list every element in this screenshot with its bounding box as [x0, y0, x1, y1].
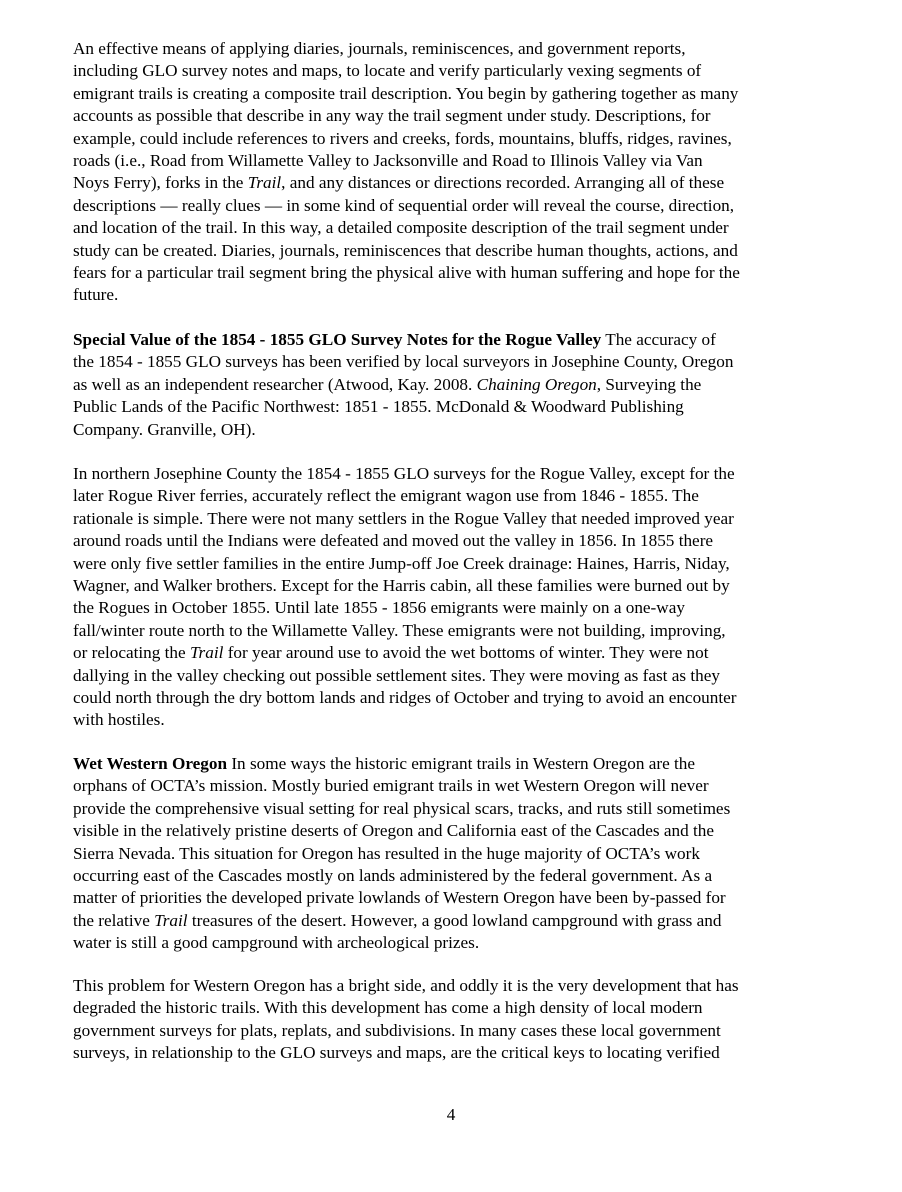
text-run: for year around use to avoid the wet bottoms of winter. They were not — [223, 643, 709, 663]
text-run: the relative — [73, 910, 155, 930]
text-run: water is still a good campground with archeological prizes. — [73, 933, 480, 953]
text-line — [73, 128, 818, 150]
paragraph-josephine-county — [73, 463, 818, 732]
text-run: were only five settler families in the entire Jump-off Joe Creek drainage: Haines, Harris, Niday, — [73, 553, 730, 573]
text-line — [73, 329, 818, 351]
text-line — [73, 798, 818, 820]
text-line — [73, 485, 818, 507]
text-run: later Rogue River ferries, accurately reflect the emigrant wagon use from 1846 - 1855. The — [73, 486, 699, 506]
page-number: 4 — [446, 1105, 456, 1124]
text-line — [73, 150, 818, 172]
text-run: accounts as possible that describe in any way the trail segment under study. Descriptions, for — [73, 106, 711, 126]
text-line — [73, 1042, 818, 1064]
text-line — [73, 997, 818, 1019]
text-run: , Surveying the — [596, 374, 702, 394]
paragraph-composite-trail-description — [73, 38, 818, 307]
paragraph-glo-survey-notes — [73, 329, 818, 441]
text-line — [73, 910, 818, 932]
text-line — [73, 217, 818, 239]
text-run: An effective means of applying diaries, journals, reminiscences, and government reports, — [73, 39, 686, 58]
text-line — [73, 865, 818, 887]
text-run: matter of priorities the developed private lowlands of Western Oregon have been by-passed for — [73, 888, 726, 908]
text-run: The accuracy of — [601, 330, 716, 349]
text-line — [73, 240, 818, 262]
text-run: around roads until the Indians were defeated and moved out the valley in 1856. In 1855 there — [73, 531, 714, 551]
text-run: occurring east of the Cascades mostly on lands administered by the federal government. As a — [73, 865, 713, 885]
text-line — [73, 419, 818, 441]
italic-text: Trail — [247, 173, 282, 193]
text-run: roads (i.e., Road from Willamette Valley to Jacksonville and Road to Illinois Valley via Van — [73, 150, 703, 170]
text-run: study can be created. Diaries, journals, reminiscences that describe human thoughts, actions, and — [73, 240, 738, 260]
text-line — [73, 60, 818, 82]
text-run: Sierra Nevada. This situation for Oregon has resulted in the huge majority of OCTA’s work — [73, 843, 700, 863]
text-run: In some ways the historic emigrant trails in Western Oregon are the — [227, 754, 695, 773]
text-line — [73, 195, 818, 217]
text-line — [73, 620, 818, 642]
text-run: or relocating the — [73, 643, 190, 663]
text-run: could north through the dry bottom lands and ridges of October and trying to avoid an encounter — [73, 687, 737, 707]
text-line — [73, 463, 818, 485]
text-line — [73, 38, 818, 60]
text-line — [73, 820, 818, 842]
text-line — [73, 753, 818, 775]
text-line — [73, 172, 818, 194]
text-line — [73, 665, 818, 687]
text-run: fears for a particular trail segment bring the physical alive with human suffering and hope for the — [73, 262, 740, 282]
text-run: the Rogues in October 1855. Until late 1855 - 1856 emigrants were mainly on a one-way — [73, 598, 685, 618]
text-run: including GLO survey notes and maps, to locate and verify particularly vexing segments of — [73, 61, 702, 81]
text-line — [73, 284, 818, 306]
text-line — [73, 262, 818, 284]
text-line — [73, 1020, 818, 1042]
text-line — [73, 775, 818, 797]
paragraph-wet-western-oregon — [73, 753, 818, 955]
text-line — [73, 887, 818, 909]
text-run: Wagner, and Walker brothers. Except for the Harris cabin, all these families were burned out by — [73, 575, 730, 595]
text-line — [73, 597, 818, 619]
text-run: future. — [73, 285, 119, 305]
section-heading: Special Value of the 1854 - 1855 GLO Survey Notes for the Rogue Valley — [73, 330, 602, 349]
text-run: This problem for Western Oregon has a bright side, and oddly it is the very development that has — [73, 976, 739, 995]
text-run: visible in the relatively pristine deserts of Oregon and California east of the Cascades and the — [73, 821, 714, 841]
text-run: degraded the historic trails. With this development has come a high density of local modern — [73, 998, 703, 1018]
section-heading: Wet Western Oregon — [73, 754, 228, 773]
text-run: as well as an independent researcher (Atwood, Kay. 2008. — [73, 374, 477, 394]
text-run: , and any distances or directions recorded. Arranging all of these — [281, 173, 725, 193]
text-run: rationale is simple. There were not many settlers in the Rogue Valley that needed improved year — [73, 508, 734, 528]
text-run: surveys, in relationship to the GLO surveys and maps, are the critical keys to locating verified — [73, 1043, 720, 1063]
text-run: Noys Ferry), forks in the — [73, 173, 248, 193]
text-line — [73, 642, 818, 664]
text-line — [73, 83, 818, 105]
text-line — [73, 530, 818, 552]
text-run: orphans of OCTA’s mission. Mostly buried emigrant trails in wet Western Oregon will never — [73, 776, 709, 796]
text-line — [73, 575, 818, 597]
text-line — [73, 396, 818, 418]
text-run: In northern Josephine County the 1854 - 1855 GLO surveys for the Rogue Valley, except for the — [73, 464, 735, 483]
text-line — [73, 709, 818, 731]
text-run: dallying in the valley checking out possible settlement sites. They were moving as fast as they — [73, 665, 720, 685]
text-run: emigrant trails is creating a composite trail description. You begin by gathering together as many — [73, 83, 739, 103]
text-line — [73, 553, 818, 575]
text-run: government surveys for plats, replats, and subdivisions. In many cases these local government — [73, 1020, 721, 1040]
italic-text: Chaining Oregon — [476, 374, 597, 394]
text-run: provide the comprehensive visual setting for real physical scars, tracks, and ruts still sometimes — [73, 798, 731, 818]
text-run: descriptions — really clues — in some kind of sequential order will reveal the course, direction, — [73, 195, 735, 215]
text-line — [73, 105, 818, 127]
text-line — [73, 687, 818, 709]
paragraph-development-bright-side — [73, 975, 818, 1065]
text-line — [73, 508, 818, 530]
text-run: treasures of the desert. However, a good lowland campground with grass and — [187, 910, 722, 930]
text-run: Public Lands of the Pacific Northwest: 1851 - 1855. McDonald & Woodward Publishing — [73, 397, 684, 417]
text-line — [73, 374, 818, 396]
text-run: fall/winter route north to the Willamette Valley. These emigrants were not building, improving, — [73, 620, 726, 640]
text-line — [73, 843, 818, 865]
text-line — [73, 932, 818, 954]
text-run: the 1854 - 1855 GLO surveys has been verified by local surveyors in Josephine County, Oregon — [73, 352, 734, 372]
text-run: with hostiles. — [73, 710, 165, 730]
italic-text: Trail — [189, 643, 224, 663]
text-line — [73, 351, 818, 373]
text-run: example, could include references to rivers and creeks, fords, mountains, bluffs, ridges, ravines, — [73, 128, 732, 148]
text-run: Company. Granville, OH). — [73, 419, 256, 439]
text-run: and location of the trail. In this way, a detailed composite description of the trail segment under — [73, 218, 729, 238]
text-line — [73, 975, 818, 997]
italic-text: Trail — [154, 910, 188, 930]
